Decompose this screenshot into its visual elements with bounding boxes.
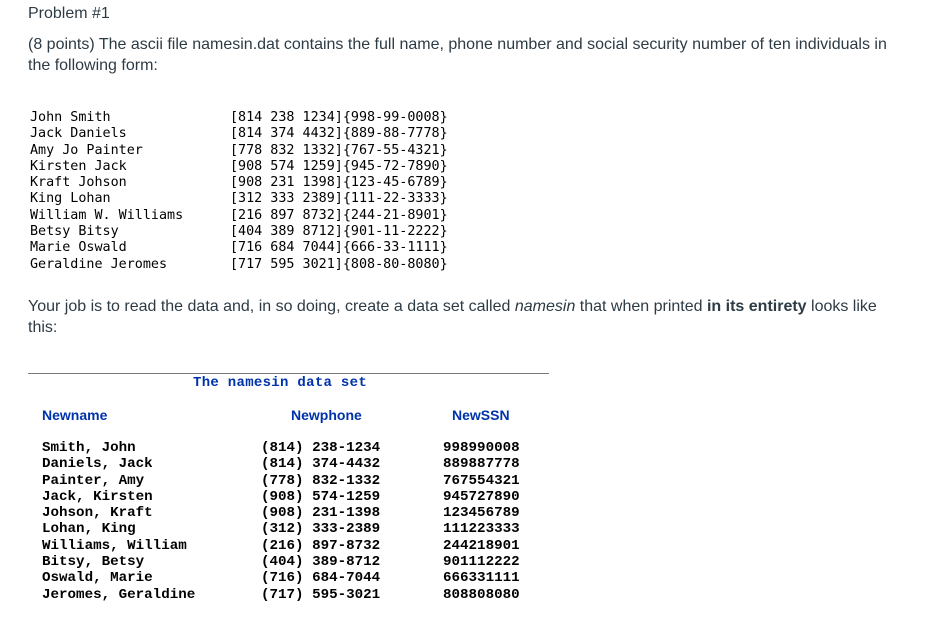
output-divider	[28, 373, 549, 374]
raw-full-name: Marie Oswald	[30, 240, 127, 256]
cell-newname: Bitsy, Betsy	[42, 554, 145, 571]
raw-row	[30, 257, 448, 273]
raw-ssn: {666-33-1111}	[342, 240, 448, 256]
raw-phone: [814 238 1234]	[230, 110, 343, 125]
raw-ssn: {244-21-8901}	[342, 207, 448, 223]
cell-newssn: 889887778	[443, 456, 520, 473]
cell-newname: Daniels, Jack	[42, 456, 153, 473]
raw-ssn: {111-22-3333}	[342, 191, 448, 207]
raw-row	[30, 159, 448, 175]
cell-newssn: 244218901	[443, 537, 520, 554]
raw-phone: [312 333 2389]	[230, 191, 343, 207]
raw-row	[30, 224, 448, 240]
cell-newname: Williams, William	[42, 537, 187, 554]
raw-ssn: {123-45-6789}	[342, 175, 448, 191]
cell-newssn: 945727890	[443, 488, 520, 505]
raw-row	[30, 191, 448, 207]
cell-newphone: (404) 389-8712	[261, 554, 381, 571]
raw-ssn: {808-80-8080}	[342, 256, 448, 272]
cell-newphone: (216) 897-8732	[261, 537, 381, 554]
raw-data-listing	[30, 110, 448, 273]
raw-full-name: King Lohan	[30, 191, 111, 207]
table-row	[42, 473, 520, 489]
raw-full-name: Jack Daniels	[30, 126, 127, 142]
raw-phone: [778 832 1332]	[230, 142, 343, 158]
raw-full-name: Betsy Bitsy	[30, 224, 119, 240]
cell-newname: Jeromes, Geraldine	[42, 586, 196, 603]
raw-phone: [908 231 1398]	[230, 175, 343, 191]
cell-newphone: (908) 574-1259	[261, 488, 381, 505]
table-row	[42, 456, 520, 472]
cell-newssn: 767554321	[443, 472, 520, 489]
cell-newphone: (814) 374-4432	[261, 456, 381, 473]
cell-newphone: (908) 231-1398	[261, 505, 381, 522]
raw-ssn: {767-55-4321}	[342, 142, 448, 158]
cell-newssn: 123456789	[443, 505, 520, 522]
cell-newphone: (716) 684-7044	[261, 570, 381, 587]
raw-ssn: {945-72-7890}	[342, 158, 448, 174]
raw-full-name: William W. Williams	[30, 207, 184, 223]
output-title: The namesin data set	[193, 375, 368, 391]
cell-newssn: 111223333	[443, 521, 520, 538]
task-text-2: that when printed	[575, 298, 707, 315]
column-header-newphone: Newphone	[291, 407, 362, 423]
raw-row	[30, 143, 448, 159]
output-table	[42, 440, 520, 603]
raw-full-name: Kraft Johson	[30, 175, 127, 191]
raw-full-name: John Smith	[30, 110, 111, 125]
cell-newssn: 998990008	[443, 440, 520, 456]
raw-phone: [717 595 3021]	[230, 256, 343, 272]
cell-newssn: 666331111	[443, 570, 520, 587]
column-header-newname: Newname	[42, 407, 108, 423]
raw-full-name: Geraldine Jeromes	[30, 256, 168, 272]
problem-heading: Problem #1	[28, 5, 110, 22]
raw-phone: [908 574 1259]	[230, 158, 343, 174]
raw-ssn: {889-88-7778}	[342, 126, 448, 142]
task-description	[28, 296, 888, 338]
cell-newname: Johson, Kraft	[42, 505, 153, 522]
raw-phone: [716 684 7044]	[230, 240, 343, 256]
cell-newphone: (717) 595-3021	[261, 586, 381, 603]
task-emphasis: in its entirety	[706, 298, 807, 315]
raw-ssn: {901-11-2222}	[342, 224, 448, 240]
task-text-1: Your job is to read the data and, in so doing, create a data set called	[28, 298, 515, 315]
raw-row	[30, 175, 448, 191]
cell-newphone: (312) 333-2389	[261, 521, 381, 538]
cell-newname: Painter, Amy	[42, 472, 145, 489]
raw-row	[30, 208, 448, 224]
cell-newname: Lohan, King	[42, 521, 136, 538]
table-row	[42, 538, 520, 554]
cell-newphone: (814) 238-1234	[261, 440, 381, 456]
column-header-newssn: NewSSN	[452, 407, 510, 423]
problem-intro: (8 points) The ascii file namesin.dat contains the full name, phone number and social security number of ten individuals in the following form:	[28, 36, 887, 74]
raw-full-name: Kirsten Jack	[30, 158, 127, 174]
table-row	[42, 521, 520, 537]
raw-phone: [404 389 8712]	[230, 224, 343, 240]
raw-row	[30, 240, 448, 256]
cell-newphone: (778) 832-1332	[261, 472, 381, 489]
cell-newssn: 901112222	[443, 554, 520, 571]
raw-phone: [216 897 8732]	[230, 207, 343, 223]
raw-row	[30, 126, 448, 142]
raw-ssn: {998-99-0008}	[342, 110, 448, 125]
cell-newname: Jack, Kirsten	[42, 488, 153, 505]
cell-newname: Smith, John	[42, 440, 136, 456]
cell-newssn: 808808080	[443, 586, 520, 603]
task-dataset-name: namesin	[514, 298, 576, 315]
table-row	[42, 489, 520, 505]
raw-row	[30, 110, 448, 126]
cell-newname: Oswald, Marie	[42, 570, 153, 587]
raw-phone: [814 374 4432]	[230, 126, 343, 142]
table-row	[42, 570, 520, 586]
raw-full-name: Amy Jo Painter	[30, 142, 143, 158]
task-text-3: looks like this:	[28, 298, 877, 336]
table-row	[42, 505, 520, 521]
table-row	[42, 554, 520, 570]
table-row	[42, 440, 520, 456]
table-row	[42, 587, 520, 603]
